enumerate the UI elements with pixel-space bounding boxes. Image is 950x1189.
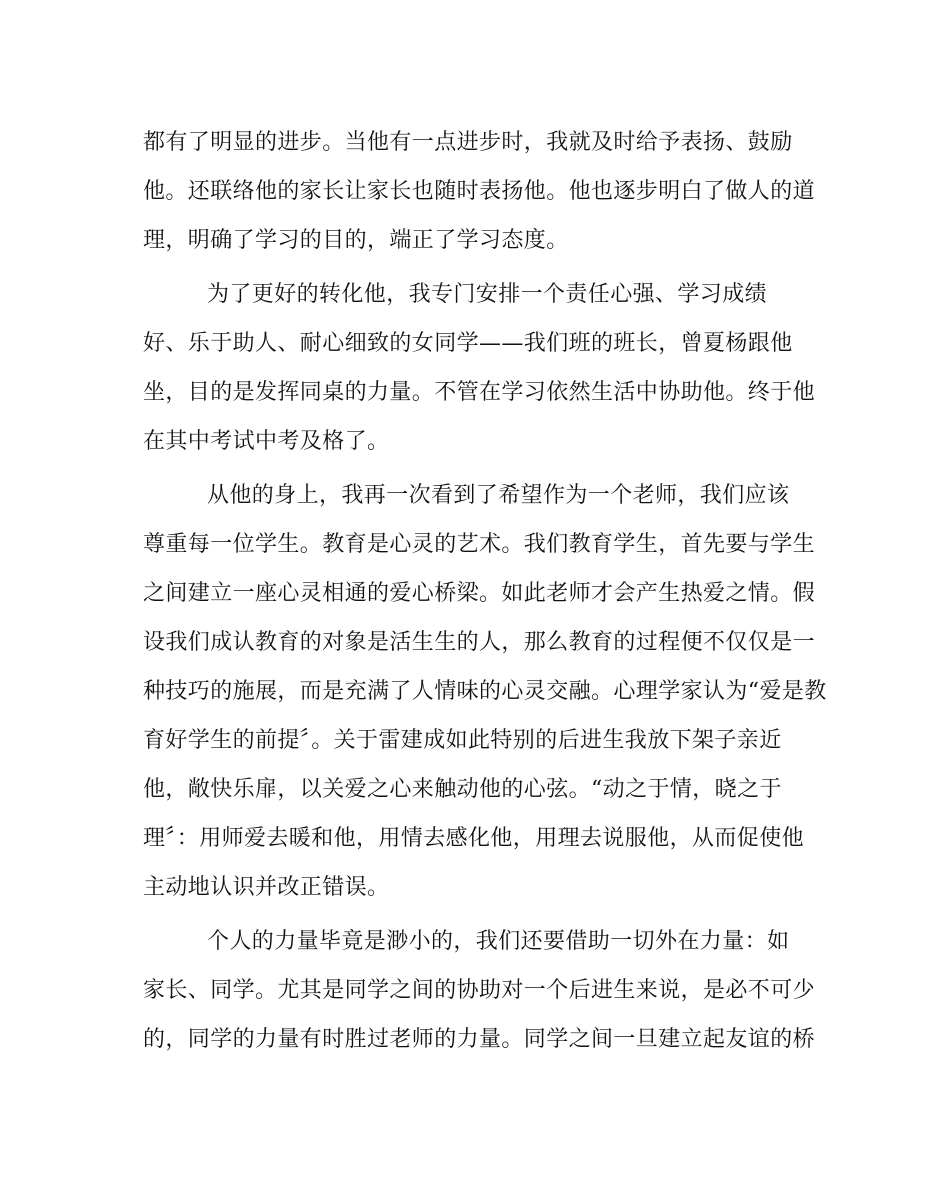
text-line: 他。还联络他的家长让家长也随时表扬他。他也逐步明白了做人的道 [143, 179, 816, 204]
paragraph-first-line: 从他的身上，我再一次看到了希望作为一个老师，我们应该 [207, 483, 790, 508]
paragraph-first-line: 个人的力量毕竟是渺小的，我们还要借助一切外在力量：如 [207, 929, 790, 954]
text-line: 理，明确了学习的目的，端正了学习态度。 [143, 228, 569, 253]
text-line: 好、乐于助人、耐心细致的女同学——我们班的班长，曾夏杨跟他 [143, 331, 793, 356]
text-line: 尊重每一位学生。教育是心灵的艺术。我们教育学生，首先要与学生 [143, 532, 816, 557]
text-line: 在其中考试中考及格了。 [143, 429, 390, 454]
text-line: 育好学生的前提〞。关于雷建成如此特别的后进生我放下架子亲近 [143, 728, 782, 753]
text-line: 之间建立一座心灵相通的爱心桥梁。如此老师才会产生热爱之情。假 [143, 581, 816, 606]
text-line: 坐，目的是发挥同桌的力量。不管在学习依然生活中协助他。终于他 [143, 380, 816, 405]
text-line: 都有了明显的进步。当他有一点进步时，我就及时给予表扬、鼓励 [143, 130, 793, 155]
text-line: 设我们成认教育的对象是活生生的人，那么教育的过程便不仅仅是一 [143, 630, 816, 655]
text-line: 他，敞快乐扉，以关爱之心来触动他的心弦。“动之于情，晓之于 [143, 777, 782, 802]
text-line: 种技巧的施展，而是充满了人情味的心灵交融。心理学家认为“爱是教 [143, 679, 827, 704]
text-line: 的，同学的力量有时胜过老师的力量。同学之间一旦建立起友谊的桥 [143, 1027, 816, 1052]
text-line: 理〞：用师爱去暖和他，用情去感化他，用理去说服他，从而促使他 [143, 826, 805, 851]
text-line: 主动地认识并改正错误。 [143, 875, 390, 900]
text-line: 家长、同学。尤其是同学之间的协助对一个后进生来说，是必不可少 [143, 978, 816, 1003]
paragraph-first-line: 为了更好的转化他，我专门安排一个责任心强、学习成绩 [207, 282, 768, 307]
